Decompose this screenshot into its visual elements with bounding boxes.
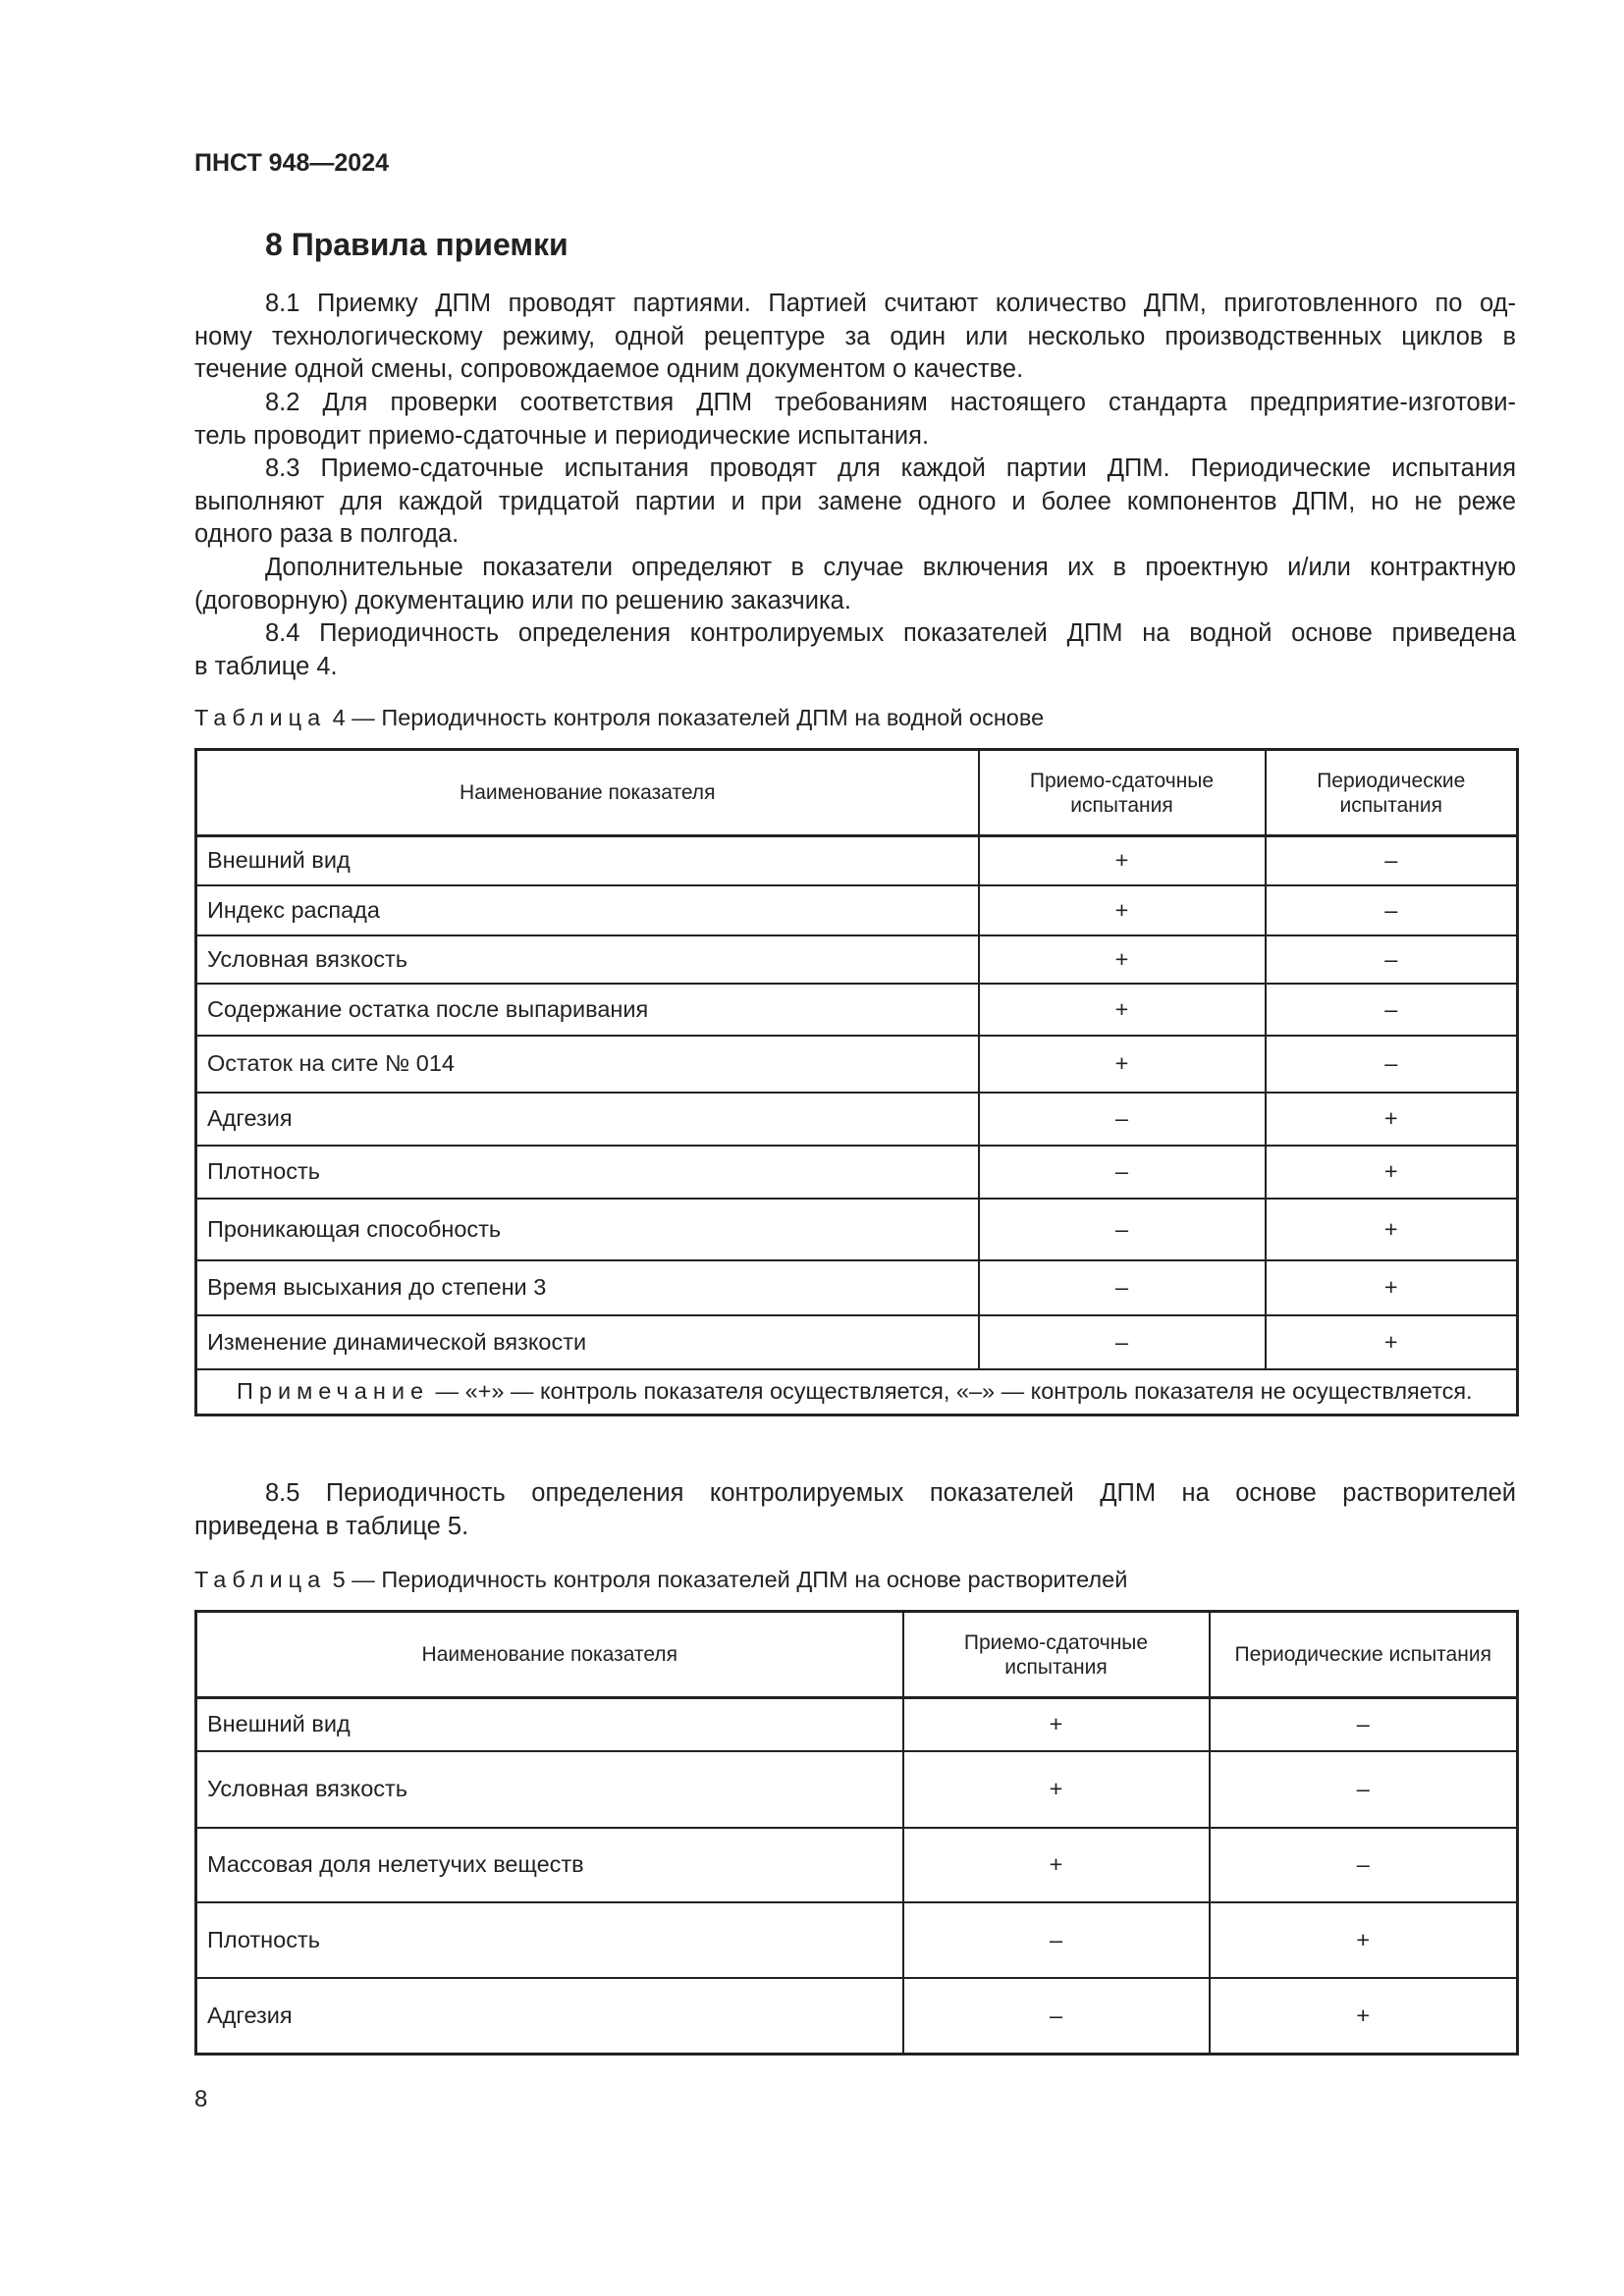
section-title: 8 Правила приемки [265,227,568,262]
indicator-name-cell: Проникающая способность [196,1199,979,1260]
acceptance-test-cell: + [903,1828,1210,1902]
acceptance-test-cell: – [979,1315,1266,1369]
acceptance-test-cell: – [903,1978,1210,2055]
indicator-name-cell: Индекс распада [196,885,979,935]
indicator-name-cell: Содержание остатка после выпаривания [196,984,979,1036]
table-row [196,1146,1518,1199]
periodic-test-cell: – [1210,1698,1518,1751]
table-row [196,1698,1518,1751]
text-line: одного раза в полгода. [194,520,460,549]
text-line: (договорную) документацию или по решению заказчика. [194,586,851,614]
text-line: ному технологическому режиму, одной рецептуре за один или несколько производственных циклов в [194,322,1516,350]
table-row [196,1315,1518,1369]
column-header: Наименование показателя [196,750,979,836]
indicator-name-cell: Плотность [196,1146,979,1199]
paragraph [194,1477,1516,1543]
table5-caption [194,1567,1127,1593]
column-header: Периодические испытания [1210,1612,1518,1698]
table4-caption-text: 4 — Периодичность контроля показателей ДПМ на водной основе [326,705,1045,730]
table-row [196,1199,1518,1260]
text-line: 8.4 Периодичность определения контролируемых показателей ДПМ на водной основе приведена [265,619,1516,647]
periodic-test-cell: + [1210,1978,1518,2055]
periodic-test-cell: + [1266,1199,1518,1260]
paragraph [194,288,1516,387]
periodic-test-cell: + [1210,1902,1518,1978]
acceptance-test-cell: + [903,1751,1210,1828]
indicator-name-cell: Адгезия [196,1093,979,1146]
table-row [196,935,1518,984]
table5-caption-label: Таблица [194,1567,327,1592]
table-row [196,885,1518,935]
indicator-name-cell: Внешний вид [196,1698,903,1751]
acceptance-test-cell: + [979,836,1266,885]
table-row [196,984,1518,1036]
table-note-row [196,1369,1518,1415]
acceptance-test-cell: + [979,935,1266,984]
periodic-test-cell: + [1266,1146,1518,1199]
indicator-name-cell: Время высыхания до степени 3 [196,1260,979,1315]
acceptance-test-cell: – [903,1902,1210,1978]
table-row [196,1093,1518,1146]
periodic-test-cell: – [1266,836,1518,885]
acceptance-test-cell: + [903,1698,1210,1751]
text-line: 8.3 Приемо-сдаточные испытания проводят для каждой партии ДПМ. Периодические испытания [265,454,1516,482]
table-row [196,1036,1518,1093]
periodic-test-cell: – [1266,885,1518,935]
periodic-test-cell: + [1266,1093,1518,1146]
table-row [196,1902,1518,1978]
table-5 [194,1610,1519,2056]
acceptance-test-cell: – [979,1199,1266,1260]
indicator-name-cell: Остаток на сите № 014 [196,1036,979,1093]
text-line: 8.1 Приемку ДПМ проводят партиями. Партией считают количество ДПМ, приготовленного по од- [265,290,1516,317]
periodic-test-cell: – [1210,1751,1518,1828]
text-line: 8.2 Для проверки соответствия ДПМ требованиям настоящего стандарта предприятие-изготови- [265,389,1516,416]
table-4 [194,748,1519,1416]
table-row [196,1751,1518,1828]
table4-caption-label: Таблица [194,705,327,730]
paragraph [194,552,1516,617]
text-line: Дополнительные показатели определяют в случае включения их в проектную и/или контрактную [265,554,1516,581]
column-header: Периодические испытания [1266,750,1518,836]
text-line: тель проводит приемо-сдаточные и периодические испытания. [194,421,930,450]
acceptance-test-cell: – [979,1146,1266,1199]
text-line: течение одной смены, сопровождаемое одним документом о качестве. [194,355,1024,384]
table-header-row [196,1612,1518,1698]
indicator-name-cell: Внешний вид [196,836,979,885]
text-line: в таблице 4. [194,652,338,680]
note-text: — «+» — контроль показателя осуществляется, «–» — контроль показателя не осуществляется. [429,1377,1473,1404]
text-line: выполняют для каждой тридцатой партии и при замене одного и более компонентов ДПМ, но не реже [194,487,1516,515]
table-row [196,1828,1518,1902]
indicator-name-cell: Плотность [196,1902,903,1978]
periodic-test-cell: – [1266,1036,1518,1093]
indicator-name-cell: Условная вязкость [196,935,979,984]
paragraph [194,453,1516,552]
table-row [196,1260,1518,1315]
periodic-test-cell: + [1266,1260,1518,1315]
table-note [196,1369,1518,1415]
periodic-test-cell: – [1210,1828,1518,1902]
text-line: 8.5 Периодичность определения контролируемых показателей ДПМ на основе растворителей [265,1479,1516,1507]
table4-caption [194,705,1044,731]
indicator-name-cell: Изменение динамической вязкости [196,1315,979,1369]
table-row [196,836,1518,885]
periodic-test-cell: – [1266,935,1518,984]
table5-caption-text: 5 — Периодичность контроля показателей ДПМ на основе растворителей [326,1567,1128,1592]
table-row [196,1978,1518,2055]
paragraph [194,617,1516,683]
column-header: Приемо-сдаточные испытания [979,750,1266,836]
document-code: ПНСТ 948—2024 [194,149,389,177]
column-header: Приемо-сдаточные испытания [903,1612,1210,1698]
page-number: 8 [194,2086,208,2112]
text-line: приведена в таблице 5. [194,1512,469,1540]
paragraph [194,387,1516,453]
periodic-test-cell: – [1266,984,1518,1036]
acceptance-test-cell: + [979,885,1266,935]
indicator-name-cell: Условная вязкость [196,1751,903,1828]
acceptance-test-cell: + [979,984,1266,1036]
acceptance-test-cell: – [979,1093,1266,1146]
periodic-test-cell: + [1266,1315,1518,1369]
indicator-name-cell: Адгезия [196,1978,903,2055]
column-header: Наименование показателя [196,1612,903,1698]
table-header-row [196,750,1518,836]
acceptance-test-cell: + [979,1036,1266,1093]
indicator-name-cell: Массовая доля нелетучих веществ [196,1828,903,1902]
note-label: Примечание [237,1377,430,1404]
acceptance-test-cell: – [979,1260,1266,1315]
